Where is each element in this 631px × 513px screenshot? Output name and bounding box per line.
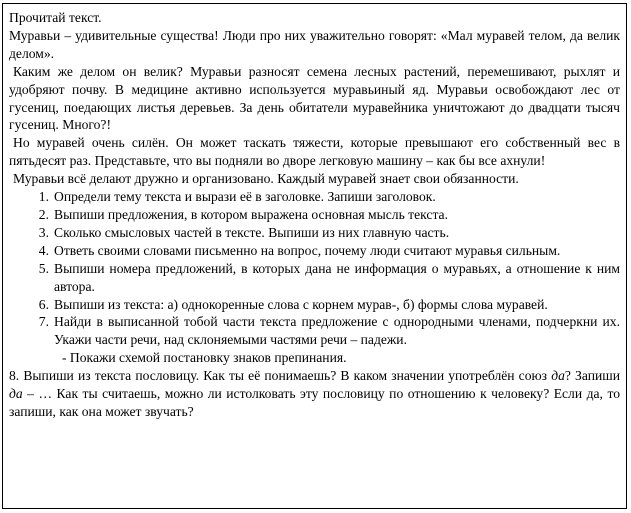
final-task-part1: 8. Выпиши из текста пословицу. Как ты её понимаешь? В каком значении употреблён союз xyxy=(9,368,552,384)
task-item xyxy=(9,260,620,296)
task-item xyxy=(9,296,620,314)
final-task-word1: да xyxy=(551,368,565,384)
final-task-word2: да xyxy=(9,386,23,402)
task-item xyxy=(9,188,620,206)
paragraph-3: Но муравей очень силён. Он может таскать тяжести, которые превышают его собственный вес в пятьдесят раз. Представьте, что вы подняли во дворе легковую машину – как бы все ахнули! xyxy=(9,135,620,169)
task-item xyxy=(9,224,620,242)
task-number: 5. xyxy=(38,260,49,276)
task-number: 1. xyxy=(38,189,49,205)
task-number: 6. xyxy=(38,296,49,312)
final-task-part3: – … Как ты считаешь, можно ли истолковать эту пословицу по отношению к человеку? Если да, то запиши, как она может звучать? xyxy=(9,386,620,419)
paragraph-2: Каким же делом он велик? Муравьи разносят семена лесных растений, перемешивают, рыхлят и удобряют почву. В медицине активно используется муравьиный яд. Муравьи освобождают лес от гусениц, поедающих листья деревьев. За день обитатели муравейника уничтожают до двадцати тысяч гусениц. Много?! xyxy=(9,63,620,133)
task-text: Ответь своими словами письменно на вопрос, почему люди считают муравья сильным. xyxy=(54,242,561,258)
task-list xyxy=(9,188,620,349)
task-item xyxy=(9,206,620,224)
task-text: Найди в выписанной тобой части текста предложение с однородными членами, подчеркни их. Укажи части речи, над склоняемыми частями речи – падежи. xyxy=(54,314,620,348)
task-text: Выпиши номера предложений, в которых дана не информация о муравьях, а отношение к ним автора. xyxy=(54,260,620,294)
task-item xyxy=(9,242,620,260)
task-text: Выпиши из текста: а) однокоренные слова с корнем мурав-, б) формы слова муравей. xyxy=(54,296,548,312)
task-number: 3. xyxy=(38,224,49,240)
final-task xyxy=(9,367,620,421)
task-text: Выпиши предложения, в котором выражена основная мысль текста. xyxy=(54,206,448,222)
final-task-part2: ? Запиши xyxy=(564,368,621,384)
text-frame xyxy=(2,3,627,509)
paragraph-1: Муравьи – удивительные существа! Люди про них уважительно говорят: «Мал муравей телом, да велик делом». xyxy=(9,27,620,61)
task-7-subnote: - Покажи схемой постановку знаков препинания. xyxy=(62,350,347,366)
task-number: 7. xyxy=(38,314,49,330)
task-item xyxy=(9,313,620,349)
instruction-heading: Прочитай текст. xyxy=(9,10,102,25)
task-text: Сколько смысловых частей в тексте. Выпиши из них главную часть. xyxy=(54,224,450,240)
paragraph-4: Муравьи всё делают дружно и организовано. Каждый муравей знает свои обязанности. xyxy=(13,171,519,187)
task-number: 4. xyxy=(38,242,49,258)
task-number: 2. xyxy=(38,206,49,222)
task-text: Определи тему текста и вырази её в заголовке. Запиши заголовок. xyxy=(54,189,436,205)
